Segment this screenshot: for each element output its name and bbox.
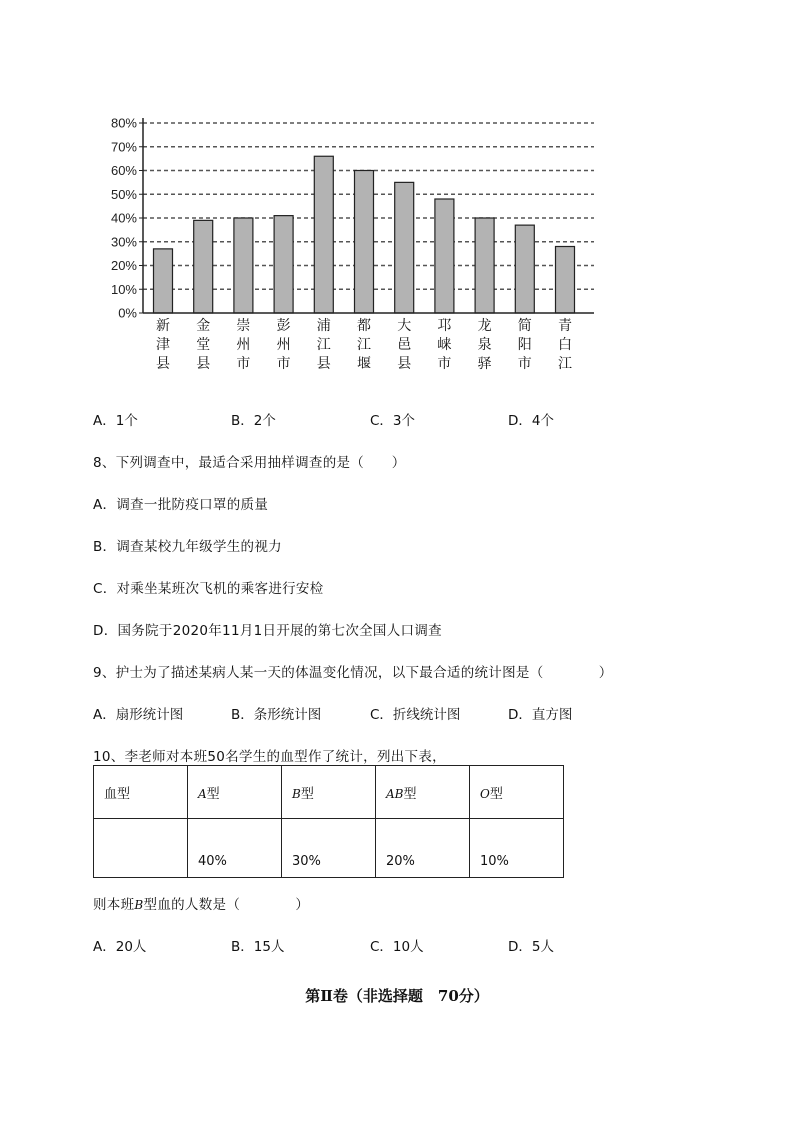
y-tick-label: 20% xyxy=(110,258,137,273)
x-tick-label: 市 xyxy=(276,356,291,372)
q8-stem: 8、下列调查中，最适合采用抽样调查的是（ ） xyxy=(93,455,406,471)
x-tick-label: 邑 xyxy=(397,337,412,353)
q8-option-a: A．调查一批防疫口罩的质量 xyxy=(93,497,269,513)
q10-question: 则本班B型血的人数是（ ） xyxy=(93,897,310,913)
x-tick-label: 青 xyxy=(558,318,572,334)
type-ab-cell: AB型 xyxy=(376,766,470,819)
q10-stem: 10、李老师对本班50名学生的血型作了统计，列出下表， xyxy=(93,749,446,765)
q7-option-c: C．3个 xyxy=(370,413,416,429)
bar-chart xyxy=(100,108,600,388)
x-tick-label: 金 xyxy=(196,318,211,334)
bar xyxy=(194,220,213,313)
x-tick-label: 都 xyxy=(357,318,371,334)
q10-option-d: D．5人 xyxy=(508,939,554,955)
y-axis-ticks xyxy=(111,116,143,321)
x-tick-label: 邛 xyxy=(437,318,452,334)
x-tick-label: 堂 xyxy=(196,337,211,353)
q7-option-b: B．2个 xyxy=(231,413,276,429)
bar xyxy=(355,171,374,314)
x-axis-labels xyxy=(156,317,572,372)
x-tick-label: 简 xyxy=(517,318,532,334)
x-tick-label: 泉 xyxy=(477,337,492,353)
y-tick-label: 50% xyxy=(110,186,137,202)
q8-option-d: D．国务院于2020年11月1日开展的第七次全国人口调查 xyxy=(93,623,442,639)
x-tick-label: 县 xyxy=(397,356,412,372)
y-tick-label: 10% xyxy=(110,281,137,297)
bar xyxy=(314,156,333,313)
x-tick-label: 新 xyxy=(156,318,170,334)
value-o-cell: 10% xyxy=(470,819,564,878)
y-tick-label: 60% xyxy=(110,163,137,178)
x-tick-label: 州 xyxy=(276,337,291,353)
blood-type-table xyxy=(93,765,564,878)
q9-option-c: C．折线统计图 xyxy=(370,707,461,723)
x-tick-label: 大 xyxy=(397,318,412,334)
x-tick-label: 江 xyxy=(357,337,371,353)
type-a-cell: A型 xyxy=(188,766,282,819)
bar xyxy=(154,249,173,313)
x-tick-label: 白 xyxy=(558,337,572,353)
x-tick-label: 市 xyxy=(236,356,251,372)
x-tick-label: 龙 xyxy=(477,318,492,334)
q9-stem: 9、护士为了描述某病人某一天的体温变化情况，以下最合适的统计图是（ ） xyxy=(93,665,613,681)
bar xyxy=(395,182,414,313)
y-tick-label: 40% xyxy=(110,210,137,226)
q10-option-b: B．15人 xyxy=(231,939,285,955)
x-tick-label: 阳 xyxy=(517,337,532,353)
q8-option-b: B．调查某校九年级学生的视力 xyxy=(93,539,282,555)
value-ab-cell: 20% xyxy=(376,819,470,878)
type-b-cell: B型 xyxy=(282,766,376,819)
bar xyxy=(435,199,454,313)
q8-option-c: C．对乘坐某班次飞机的乘客进行安检 xyxy=(93,581,324,597)
q7-option-a: A．1个 xyxy=(93,413,138,429)
bar xyxy=(475,218,494,313)
value-b-cell: 30% xyxy=(282,819,376,878)
bar xyxy=(556,247,575,314)
x-tick-label: 市 xyxy=(437,356,452,372)
section-title: 第Ⅱ卷（非选择题 70分） xyxy=(305,987,489,1005)
row-label-cell: 血型 xyxy=(94,766,188,819)
y-tick-label: 0% xyxy=(118,305,137,321)
y-tick-label: 80% xyxy=(110,115,137,131)
q9-option-d: D．直方图 xyxy=(508,707,573,723)
x-tick-label: 县 xyxy=(196,356,211,372)
bar xyxy=(234,218,253,313)
table-header-row xyxy=(94,766,564,819)
x-tick-label: 彭 xyxy=(276,318,291,334)
bar xyxy=(515,225,534,313)
table-value-row xyxy=(94,819,564,878)
value-a-cell: 40% xyxy=(188,819,282,878)
x-tick-label: 崇 xyxy=(236,318,251,334)
x-tick-label: 津 xyxy=(156,337,170,353)
q10-option-c: C．10人 xyxy=(370,939,424,955)
x-tick-label: 江 xyxy=(316,337,331,353)
x-tick-label: 县 xyxy=(316,356,331,372)
x-tick-label: 堰 xyxy=(357,356,371,372)
bar xyxy=(274,216,293,313)
x-tick-label: 浦 xyxy=(316,318,331,334)
x-tick-label: 驿 xyxy=(477,356,492,372)
empty-cell xyxy=(94,819,188,878)
q10-option-a: A．20人 xyxy=(93,939,147,955)
x-tick-label: 市 xyxy=(517,356,532,372)
x-tick-label: 江 xyxy=(558,356,572,372)
q7-option-d: D．4个 xyxy=(508,413,554,429)
type-o-cell: O型 xyxy=(470,766,564,819)
x-tick-label: 州 xyxy=(236,337,251,353)
q9-option-a: A．扇形统计图 xyxy=(93,707,184,723)
y-tick-label: 30% xyxy=(110,234,137,250)
y-tick-label: 70% xyxy=(110,139,137,155)
x-tick-label: 县 xyxy=(156,356,170,372)
x-tick-label: 崃 xyxy=(437,337,452,353)
q9-option-b: B．条形统计图 xyxy=(231,707,322,723)
